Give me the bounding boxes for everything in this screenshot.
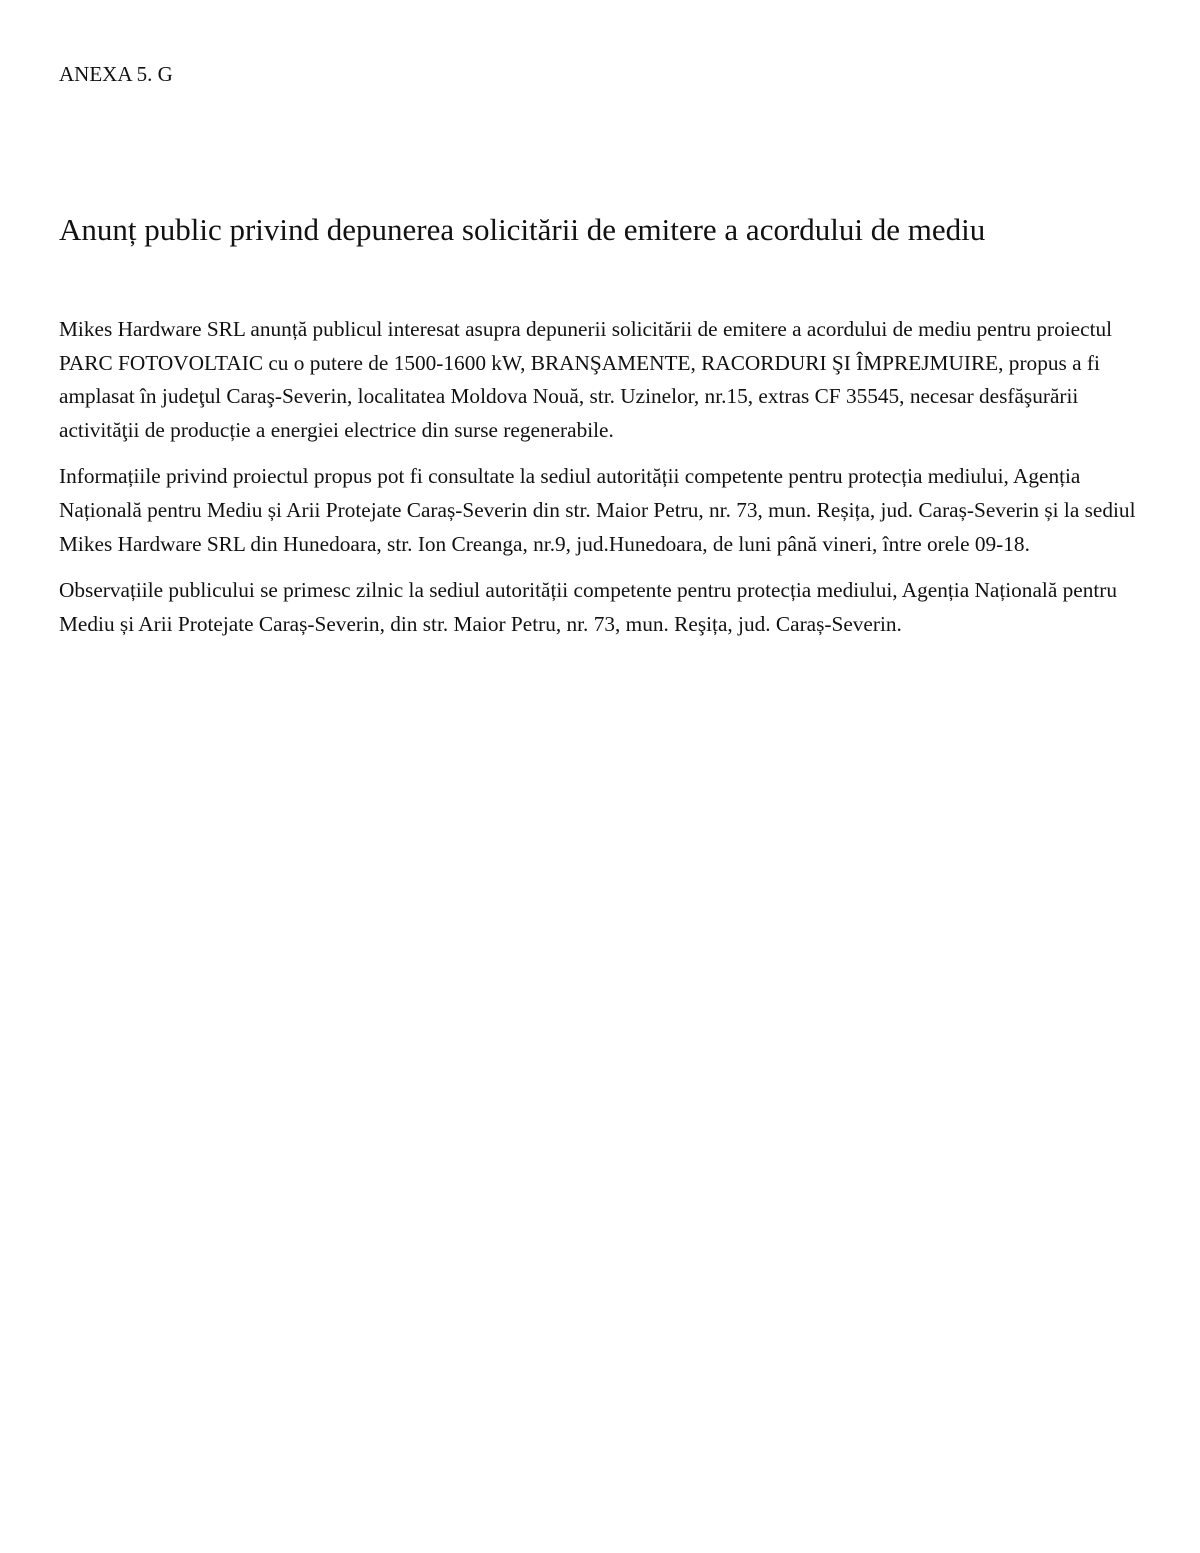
document-body — [59, 313, 1141, 654]
paragraph-consultation: Informațiile privind proiectul propus pot fi consultate la sediul autorității competente pentru protecția mediului, Agenția Națională pentru Mediu și Arii Protejate Caraș-Severin din str. Maior Petru, nr. 73, mun. Reșița, jud. Caraș-Severin și la sediul Mikes Hardware SRL din Hunedoara, str. Ion Creanga, nr.9, jud.Hunedoara, de luni până vineri, între orele 09-18. — [59, 464, 1136, 556]
document-title: Anunț public privind depunerea solicitării de emitere a acordului de mediu — [59, 212, 986, 247]
paragraph-observations: Observațiile publicului se primesc zilnic la sediul autorității competente pentru protecția mediului, Agenția Națională pentru Mediu și Arii Protejate Caraș-Severin, din str. Maior Petru, nr. 73, mun. Reşița, jud. Caraș-Severin. — [59, 578, 1118, 636]
annex-label: ANEXA 5. G — [59, 62, 173, 86]
paragraph-announcement: Mikes Hardware SRL anunță publicul interesat asupra depunerii solicitării de emitere a acordului de mediu pentru proiectul PARC FOTOVOLTAIC cu o putere de 1500-1600 kW, BRANŞAMENTE, RACORDURI ŞI ÎMPREJMUIRE, propus a fi amplasat în judeţul Caraş-Severin, localitatea Moldova Nouă, str. Uzinelor, nr.15, extras CF 35545, necesar desfăşurării activităţii de producție a energiei electrice din surse regenerabile. — [59, 317, 1113, 442]
